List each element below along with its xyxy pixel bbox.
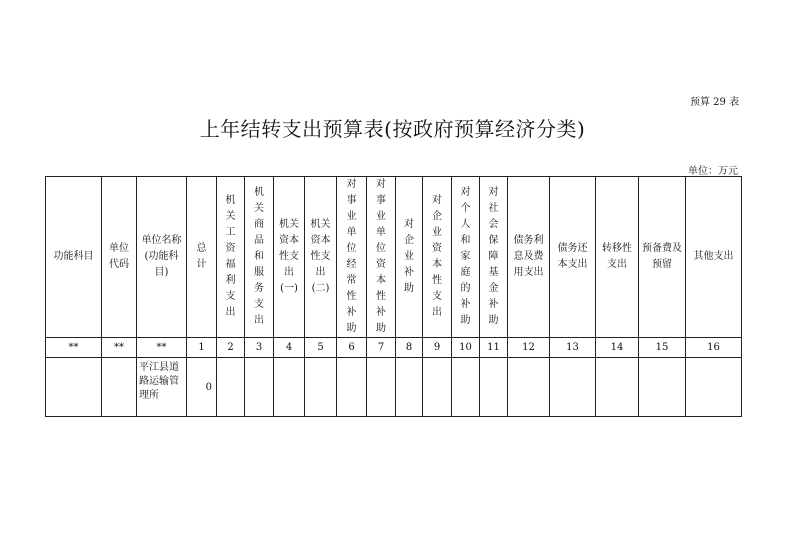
column-number: 6 — [337, 338, 367, 358]
cell-func — [46, 358, 102, 417]
column-number: ** — [46, 338, 102, 358]
cell-empty — [337, 358, 367, 417]
cell-unit-name: 平江县道路运输管理所 — [137, 358, 187, 417]
column-number: 11 — [480, 338, 508, 358]
cell-empty — [245, 358, 274, 417]
cell-empty — [508, 358, 550, 417]
cell-empty — [639, 358, 686, 417]
header-c8: 对企业资本性支出 — [423, 177, 452, 338]
page-title: 上年结转支出预算表(按政府预算经济分类) — [199, 117, 586, 141]
cell-empty — [305, 358, 337, 417]
column-number: 14 — [596, 338, 639, 358]
cell-empty — [367, 358, 396, 417]
header-unit-name: 单位名称(功能科目) — [137, 177, 187, 338]
column-number: 4 — [274, 338, 305, 358]
header-c1: 机关工资福利支出 — [217, 177, 245, 338]
header-row — [46, 177, 742, 338]
header-c11: 债务利息及费用支出 — [508, 177, 550, 338]
header-total: 总计 — [187, 177, 217, 338]
column-number: 8 — [396, 338, 423, 358]
column-number: ** — [137, 338, 187, 358]
header-c7: 对企业补助 — [396, 177, 423, 338]
cell-empty — [452, 358, 480, 417]
header-c14: 预备费及预留 — [639, 177, 686, 338]
cell-empty — [550, 358, 596, 417]
cell-empty — [396, 358, 423, 417]
column-number: 12 — [508, 338, 550, 358]
column-number-row — [46, 338, 742, 358]
cell-total: 0 — [187, 358, 217, 417]
header-c4: 机关资本性支出(二) — [305, 177, 337, 338]
column-number: 10 — [452, 338, 480, 358]
column-number: 9 — [423, 338, 452, 358]
header-c12: 债务还本支出 — [550, 177, 596, 338]
cell-empty — [596, 358, 639, 417]
cell-unit-code — [102, 358, 137, 417]
cell-empty — [217, 358, 245, 417]
column-number: 7 — [367, 338, 396, 358]
header-func: 功能科目 — [46, 177, 102, 338]
form-number: 预算 29 表 — [690, 97, 740, 108]
header-c15: 其他支出 — [686, 177, 742, 338]
cell-empty — [480, 358, 508, 417]
header-unit-code: 单位代码 — [102, 177, 137, 338]
header-c9: 对个人和家庭的补助 — [452, 177, 480, 338]
column-number: 3 — [245, 338, 274, 358]
unit-label: 单位：万元 — [688, 166, 738, 177]
table-row — [46, 358, 742, 417]
header-c3: 机关资本性支出(一) — [274, 177, 305, 338]
header-c5: 对事业单位经常性补助 — [337, 177, 367, 338]
header-c13: 转移性支出 — [596, 177, 639, 338]
cell-empty — [423, 358, 452, 417]
column-number: 15 — [639, 338, 686, 358]
column-number: 5 — [305, 338, 337, 358]
cell-empty — [686, 358, 742, 417]
column-number: 2 — [217, 338, 245, 358]
cell-empty — [274, 358, 305, 417]
column-number: 16 — [686, 338, 742, 358]
column-number: 13 — [550, 338, 596, 358]
header-c2: 机关商品和服务支出 — [245, 177, 274, 338]
budget-table — [45, 176, 742, 417]
column-number: 1 — [187, 338, 217, 358]
header-c10: 对社会保障基金补助 — [480, 177, 508, 338]
header-c6: 对事业单位资本性补助 — [367, 177, 396, 338]
column-number: ** — [102, 338, 137, 358]
